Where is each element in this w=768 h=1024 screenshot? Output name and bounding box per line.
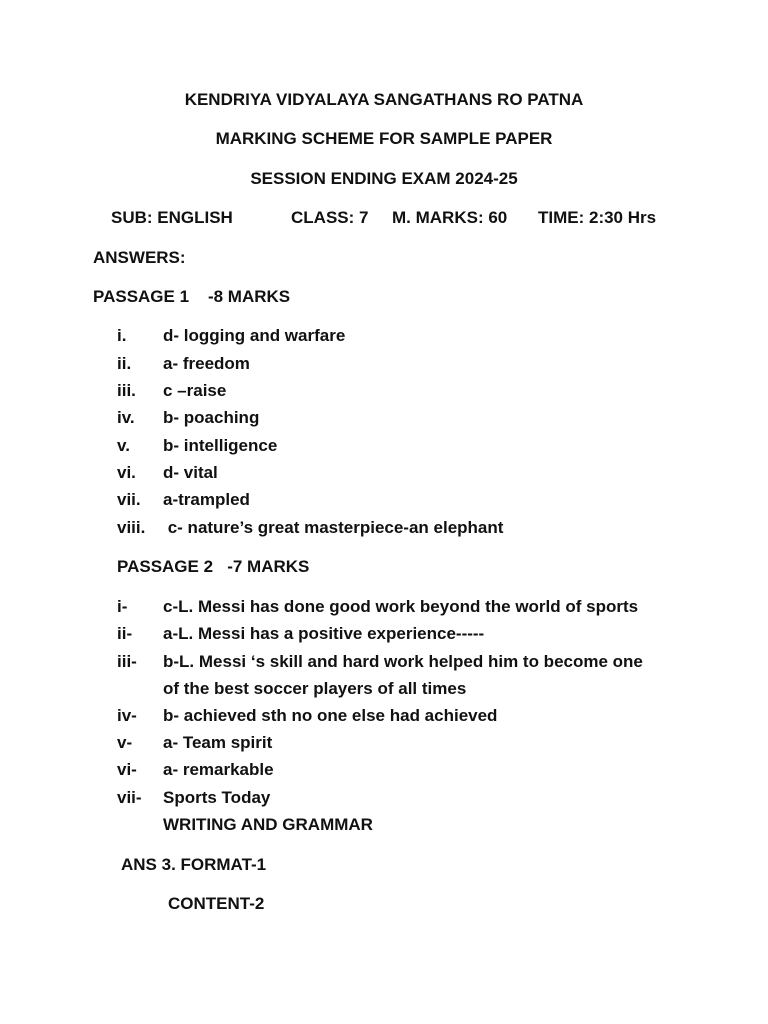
item-number: i. <box>117 326 127 345</box>
exam-heading: SESSION ENDING EXAM 2024-25 <box>250 169 518 188</box>
item-answer: c-L. Messi has done good work beyond the world of sports <box>163 597 639 616</box>
item-number: iv. <box>117 408 135 427</box>
item-answer-continuation: of the best soccer players of all times <box>163 679 467 698</box>
item-answer: c- nature’s great masterpiece-an elephant <box>163 518 504 537</box>
passage1-heading: PASSAGE 1 -8 MARKS <box>93 287 291 306</box>
item-answer: a-L. Messi has a positive experience----- <box>163 624 485 643</box>
item-answer: b- achieved sth no one else had achieved <box>163 706 498 725</box>
item-answer: a- freedom <box>163 354 250 373</box>
time-label: TIME: 2:30 Hrs <box>538 208 657 227</box>
item-answer: b- intelligence <box>163 436 278 455</box>
item-number: v. <box>117 436 130 455</box>
item-answer: c –raise <box>163 381 227 400</box>
item-number: v- <box>117 733 133 752</box>
answers-heading: ANSWERS: <box>93 248 186 267</box>
org-heading: KENDRIYA VIDYALAYA SANGATHANS RO PATNA <box>184 90 584 109</box>
item-answer: d- logging and warfare <box>163 326 346 345</box>
item-number: iii- <box>117 652 137 671</box>
item-number: vi- <box>117 760 137 779</box>
item-number: ii. <box>117 354 132 373</box>
item-number: iv- <box>117 706 137 725</box>
subject-label: SUB: ENGLISH <box>111 208 233 227</box>
writing-grammar-heading: WRITING AND GRAMMAR <box>163 815 373 834</box>
item-number: iii. <box>117 381 136 400</box>
class-label: CLASS: 7 <box>291 208 369 227</box>
item-answer: d- vital <box>163 463 218 482</box>
item-answer: a- remarkable <box>163 760 274 779</box>
max-marks-label: M. MARKS: 60 <box>392 208 508 227</box>
item-number: vii- <box>117 788 142 807</box>
ans3-content: CONTENT-2 <box>168 894 265 913</box>
item-answer: b-L. Messi ‘s skill and hard work helped him to become one <box>163 652 643 671</box>
item-answer: b- poaching <box>163 408 260 427</box>
item-answer: a- Team spirit <box>163 733 273 752</box>
item-number: vi. <box>117 463 136 482</box>
passage2-heading: PASSAGE 2 -7 MARKS <box>117 557 310 576</box>
ans3-format: ANS 3. FORMAT-1 <box>121 855 267 874</box>
item-answer: Sports Today <box>163 788 271 807</box>
item-number: i- <box>117 597 128 616</box>
document-title: MARKING SCHEME FOR SAMPLE PAPER <box>215 129 553 148</box>
item-number: ii- <box>117 624 133 643</box>
item-number: viii. <box>117 518 146 537</box>
item-number: vii. <box>117 490 141 509</box>
item-answer: a-trampled <box>163 490 250 509</box>
